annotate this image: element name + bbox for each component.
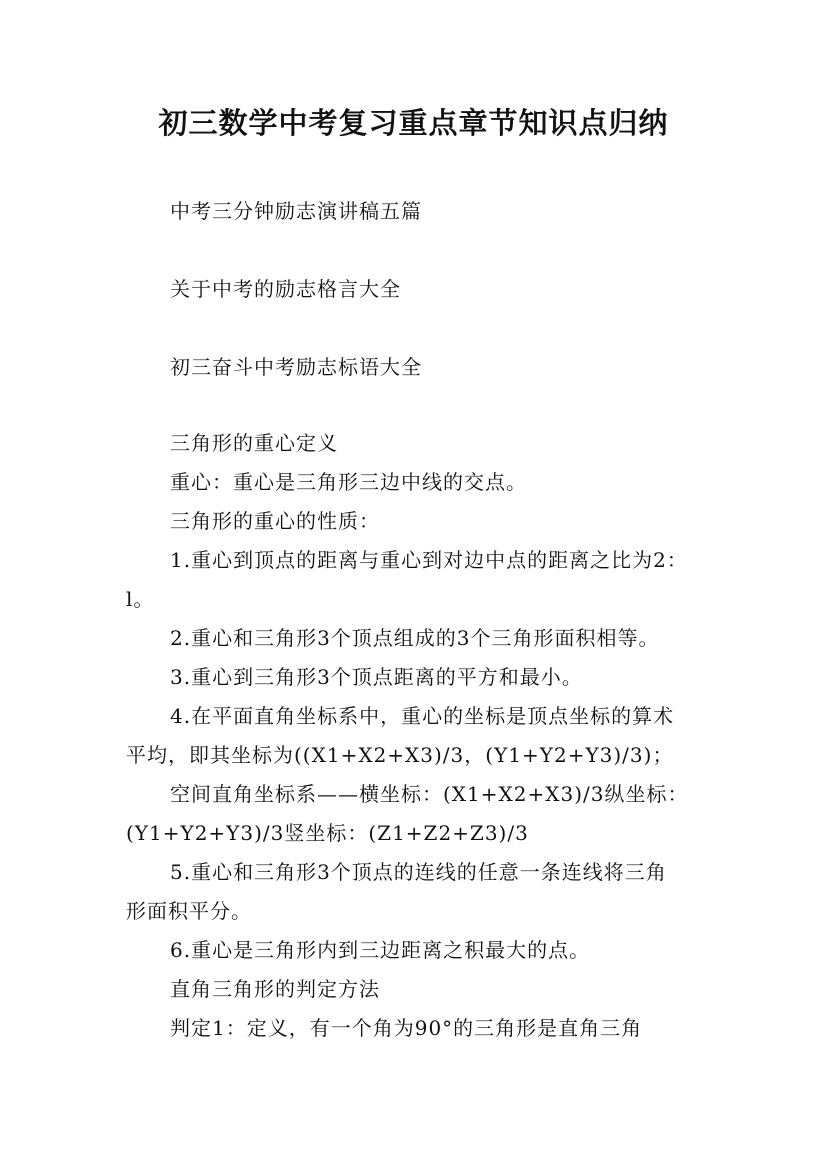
body-line: 5.重心和三角形3个顶点的连线的任意一条连线将三角 bbox=[170, 860, 667, 884]
body-line: 4.在平面直角坐标系中，重心的坐标是顶点坐标的算术 bbox=[170, 704, 675, 728]
related-link-3[interactable]: 初三奋斗中考励志标语大全 bbox=[170, 355, 422, 379]
body-line: 形面积平分。 bbox=[126, 899, 252, 923]
section-heading-right-triangle: 直角三角形的判定方法 bbox=[170, 977, 380, 1001]
related-link-2[interactable]: 关于中考的励志格言大全 bbox=[170, 277, 401, 301]
body-line: 重心：重心是三角形三边中线的交点。 bbox=[170, 470, 527, 494]
body-line: 6.重心是三角形内到三边距离之积最大的点。 bbox=[170, 938, 591, 962]
document-title: 初三数学中考复习重点章节知识点归纳 bbox=[158, 106, 669, 140]
body-line: (Y1+Y2+Y3)/3竖坐标：(Z1+Z2+Z3)/3 bbox=[126, 821, 529, 845]
body-line: 空间直角坐标系——横坐标：(X1+X2+X3)/3纵坐标： bbox=[170, 782, 689, 806]
body-line: 判定1：定义，有一个角为90°的三角形是直角三角 bbox=[170, 1016, 643, 1040]
related-link-1[interactable]: 中考三分钟励志演讲稿五篇 bbox=[170, 199, 422, 223]
body-line: 平均，即其坐标为((X1+X2+X3)/3，(Y1+Y2+Y3)/3)； bbox=[126, 743, 674, 767]
section-heading-centroid: 三角形的重心定义 bbox=[170, 431, 338, 455]
body-line: l。 bbox=[126, 587, 155, 611]
body-line: 三角形的重心的性质： bbox=[170, 509, 380, 533]
body-line: 3.重心到三角形3个顶点距离的平方和最小。 bbox=[170, 665, 583, 689]
body-line: 2.重心和三角形3个顶点组成的3个三角形面积相等。 bbox=[170, 626, 660, 650]
body-line: 1.重心到顶点的距离与重心到对边中点的距离之比为2： bbox=[170, 548, 688, 572]
